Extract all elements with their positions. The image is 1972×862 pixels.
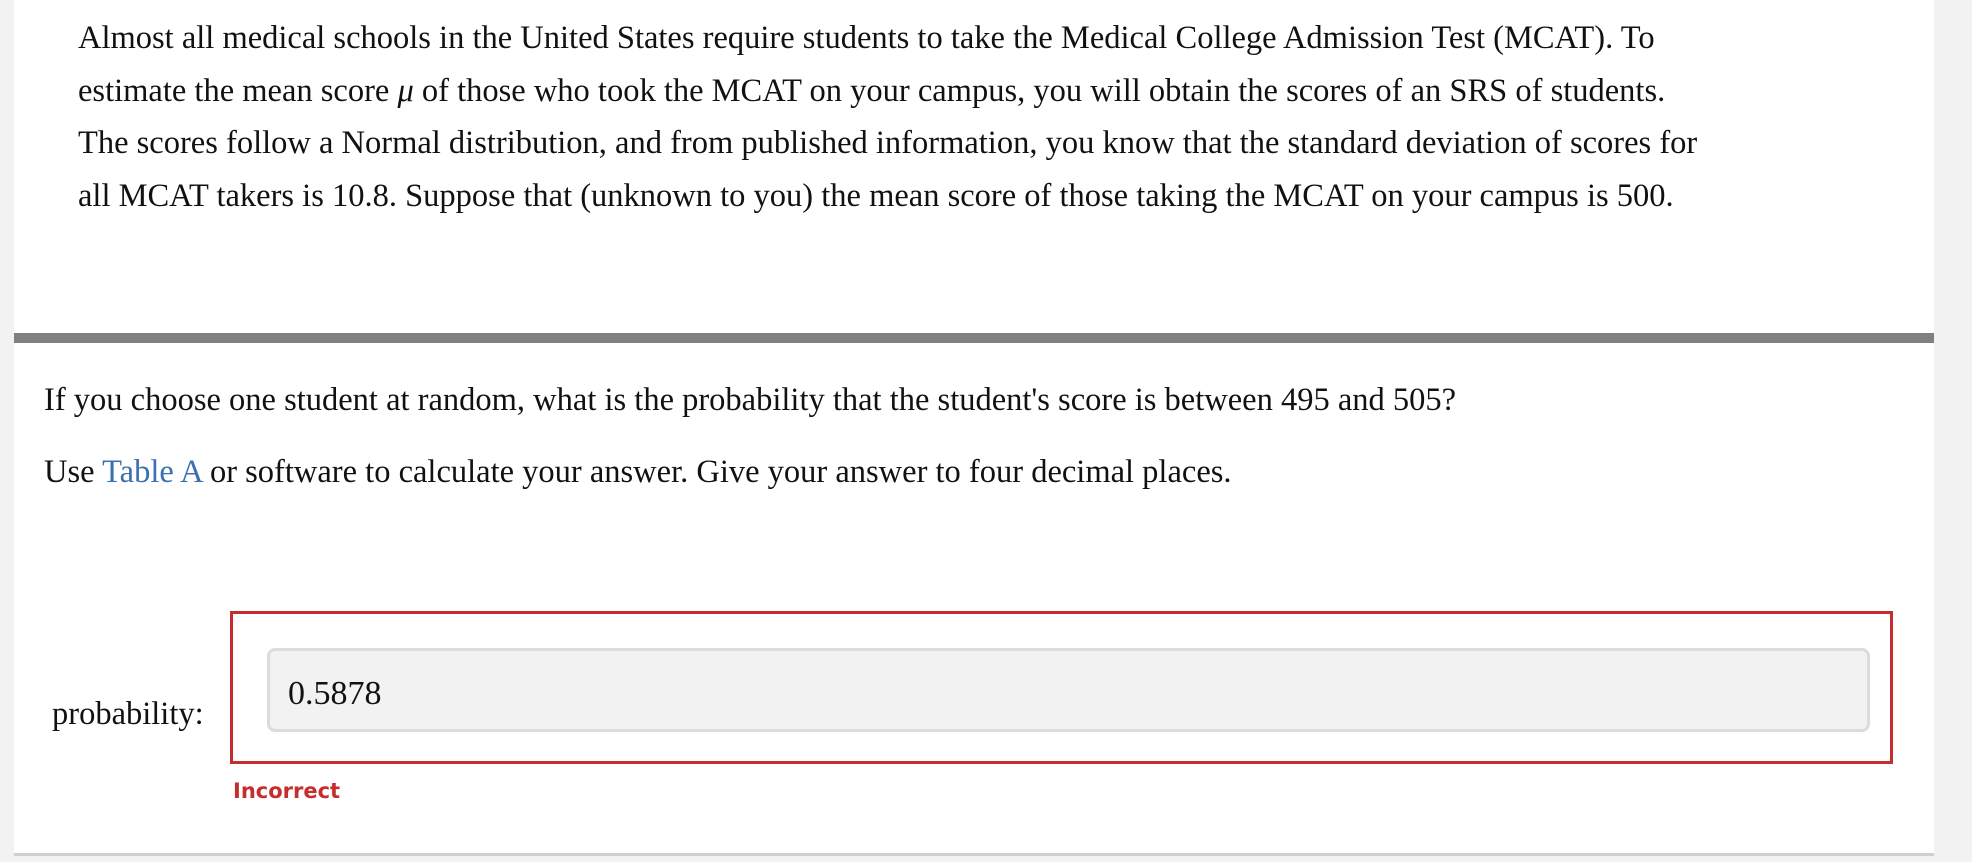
mu-symbol: μ — [397, 72, 414, 109]
probability-label: probability: — [52, 696, 204, 732]
passage-line-1: Almost all medical schools in the United States require students to take the Medical College Admission Test (MCAT). To — [78, 20, 1655, 56]
table-a-link[interactable]: Table A — [102, 454, 202, 490]
panel-bottom-border — [14, 853, 1934, 856]
question-text: If you choose one student at random, what is the probability that the student's score is between 495 and 505? — [44, 382, 1457, 418]
passage-line-2b: of those who took the MCAT on your campus, you will obtain the scores of an SRS of students. — [413, 72, 1666, 109]
probability-input[interactable] — [267, 648, 1870, 732]
section-divider — [14, 333, 1934, 343]
passage-line-4: all MCAT takers is 10.8. Suppose that (unknown to you) the mean score of those taking the MCAT on your campus is 500. — [78, 177, 1674, 214]
instruction-prefix: Use — [44, 454, 103, 490]
passage-line-2a: estimate the mean score — [78, 72, 398, 109]
question-panel — [14, 0, 1934, 855]
question-instruction — [44, 446, 1904, 498]
passage-line-3: The scores follow a Normal distribution, and from published information, you know that the standard deviation of scores for — [78, 125, 1698, 161]
instruction-suffix: or software to calculate your answer. Give your answer to four decimal places. — [201, 454, 1232, 490]
problem-passage — [78, 0, 1898, 222]
answer-error-frame — [230, 611, 1893, 764]
incorrect-feedback: Incorrect — [233, 779, 341, 803]
